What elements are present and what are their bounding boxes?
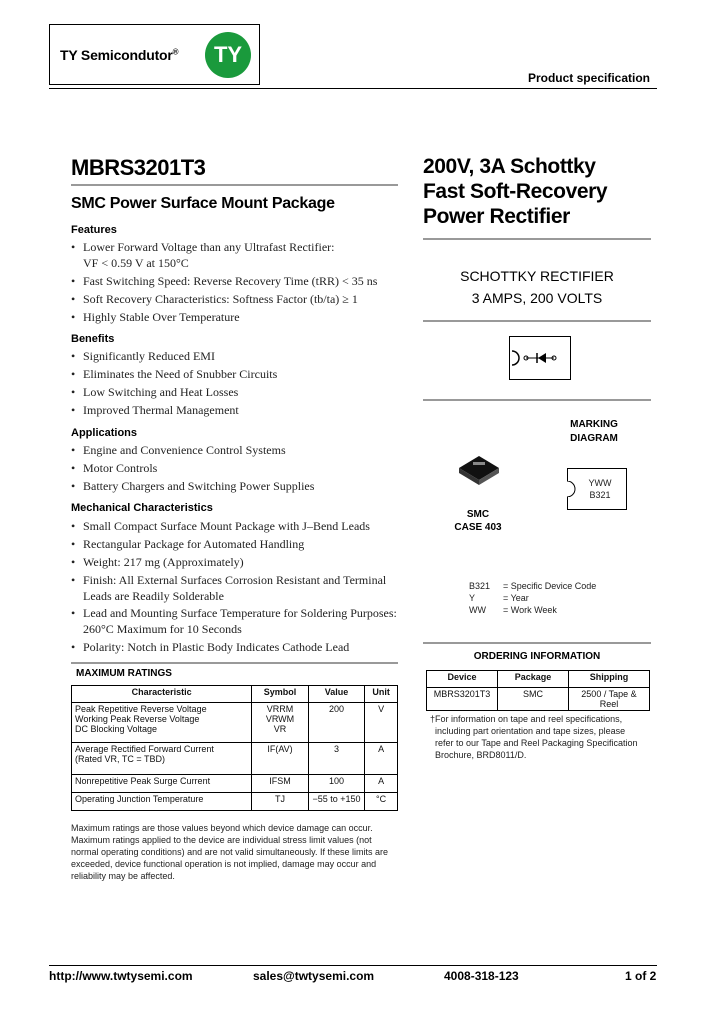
page-number: 1 of 2	[625, 969, 657, 983]
table-row: Average Rectified Forward Current (Rated VR, TC = TBD) IF(AV) 3 A	[72, 743, 398, 775]
marking-code: YWW B321	[588, 478, 612, 500]
header-device: Device	[427, 671, 498, 688]
header-package: Package	[498, 671, 569, 688]
title-rule	[71, 184, 398, 186]
application-item: • Motor Controls	[71, 461, 158, 475]
diode-icon	[510, 337, 570, 379]
package-subtitle: SMC Power Surface Mount Package	[71, 195, 335, 212]
headline-rule	[423, 238, 651, 240]
feature-item: • Highly Stable Over Temperature	[71, 310, 240, 324]
type-rule	[423, 320, 651, 322]
smc-package-icon	[455, 452, 503, 488]
ordering-table	[426, 670, 650, 711]
footer-rule	[49, 965, 657, 966]
phone-number: 4008-318-123	[444, 969, 519, 983]
mechanical-item-cont: Leads are Readily Solderable	[83, 589, 224, 603]
header-rule	[49, 88, 657, 89]
feature-item-cont: VF < 0.59 V at 150°C	[83, 256, 189, 270]
mechanical-item: • Small Compact Surface Mount Package with J–Bend Leads	[71, 519, 370, 533]
mechanical-item: • Lead and Mounting Surface Temperature for Soldering Purposes:	[71, 606, 397, 620]
header-symbol: Symbol	[252, 686, 309, 703]
package-label: SMC CASE 403	[454, 509, 502, 533]
brand-name: TY Semicondutor®	[60, 47, 179, 63]
benefits-title: Benefits	[71, 333, 115, 345]
benefit-item: • Eliminates the Need of Snubber Circuits	[71, 367, 278, 381]
ratings-rule	[71, 662, 398, 664]
marking-box	[567, 468, 627, 510]
application-item: • Engine and Convenience Control Systems	[71, 443, 286, 457]
applications-title: Applications	[71, 427, 138, 439]
mechanical-item: • Finish: All External Surfaces Corrosion Resistant and Terminal	[71, 573, 387, 587]
benefit-item: • Low Switching and Heat Losses	[71, 385, 239, 399]
diode-symbol	[509, 336, 571, 380]
logo-badge: TY	[205, 32, 251, 78]
ratings-title: MAXIMUM RATINGS	[76, 668, 172, 679]
feature-item: • Lower Forward Voltage than any Ultrafast Rectifier:	[71, 240, 335, 254]
benefit-item: • Significantly Reduced EMI	[71, 349, 215, 363]
part-number: MBRS3201T3	[71, 155, 206, 180]
ordering-note: †For information on tape and reel specifications, including part orientation and tape sizes, please refer to our Tape and Reel Packaging Specification Brochure, BRD8011/D.	[430, 714, 638, 760]
table-row: Nonrepetitive Peak Surge Current IFSM 100 A	[72, 775, 398, 793]
header-shipping: Shipping	[569, 671, 650, 688]
table-row: Peak Repetitive Reverse Voltage Working Peak Reverse Voltage DC Blocking Voltage VRRM VRWM VR 200 V	[72, 703, 398, 743]
ratings-table	[71, 685, 398, 811]
email-link[interactable]: sales@twtysemi.com	[253, 969, 375, 983]
features-title: Features	[71, 224, 117, 236]
header-value: Value	[308, 686, 364, 703]
application-item: • Battery Chargers and Switching Power Supplies	[71, 479, 315, 493]
benefit-item: • Improved Thermal Management	[71, 403, 239, 417]
marking-title: MARKING DIAGRAM	[570, 419, 618, 444]
symbol-rule	[423, 399, 651, 401]
mechanical-item: • Polarity: Notch in Plastic Body Indicates Cathode Lead	[71, 640, 350, 654]
website-link[interactable]: http://www.twtysemi.com	[49, 969, 193, 983]
mechanical-item: • Rectangular Package for Automated Handling	[71, 537, 305, 551]
ordering-title: ORDERING INFORMATION	[473, 651, 601, 662]
mechanical-title: Mechanical Characteristics	[71, 502, 213, 514]
mechanical-item: • Weight: 217 mg (Approximately)	[71, 555, 244, 569]
product-headline: 200V, 3A Schottky Fast Soft-Recovery Power Rectifier	[423, 155, 608, 228]
feature-item: • Fast Switching Speed: Reverse Recovery Time (tRR) < 35 ns	[71, 274, 378, 288]
ordering-rule	[423, 642, 651, 644]
table-row: Operating Junction Temperature TJ −55 to +150 °C	[72, 793, 398, 811]
header-characteristic: Characteristic	[72, 686, 252, 703]
header-unit: Unit	[365, 686, 398, 703]
feature-item: • Soft Recovery Characteristics: Softness Factor (tb/ta) ≥ 1	[71, 292, 358, 306]
marking-legend: B321 = Specific Device Code Y = Year WW = Work Week	[469, 581, 597, 615]
table-row: MBRS3201T3 SMC 2500 / Tape & Reel	[427, 688, 650, 711]
rectifier-type: SCHOTTKY RECTIFIER 3 AMPS, 200 VOLTS	[460, 268, 614, 306]
ratings-note: Maximum ratings are those values beyond which device damage can occur. Maximum ratings applied to the device are individual stress limit values (not normal operating conditions) and are not valid simultaneously. If these limits are exceeded, device functional operation is not implied, damage may occur and reliability may be affected.	[71, 823, 388, 881]
doc-type-label: Product specification	[527, 71, 650, 85]
mechanical-item-cont: 260°C Maximum for 10 Seconds	[83, 622, 242, 636]
